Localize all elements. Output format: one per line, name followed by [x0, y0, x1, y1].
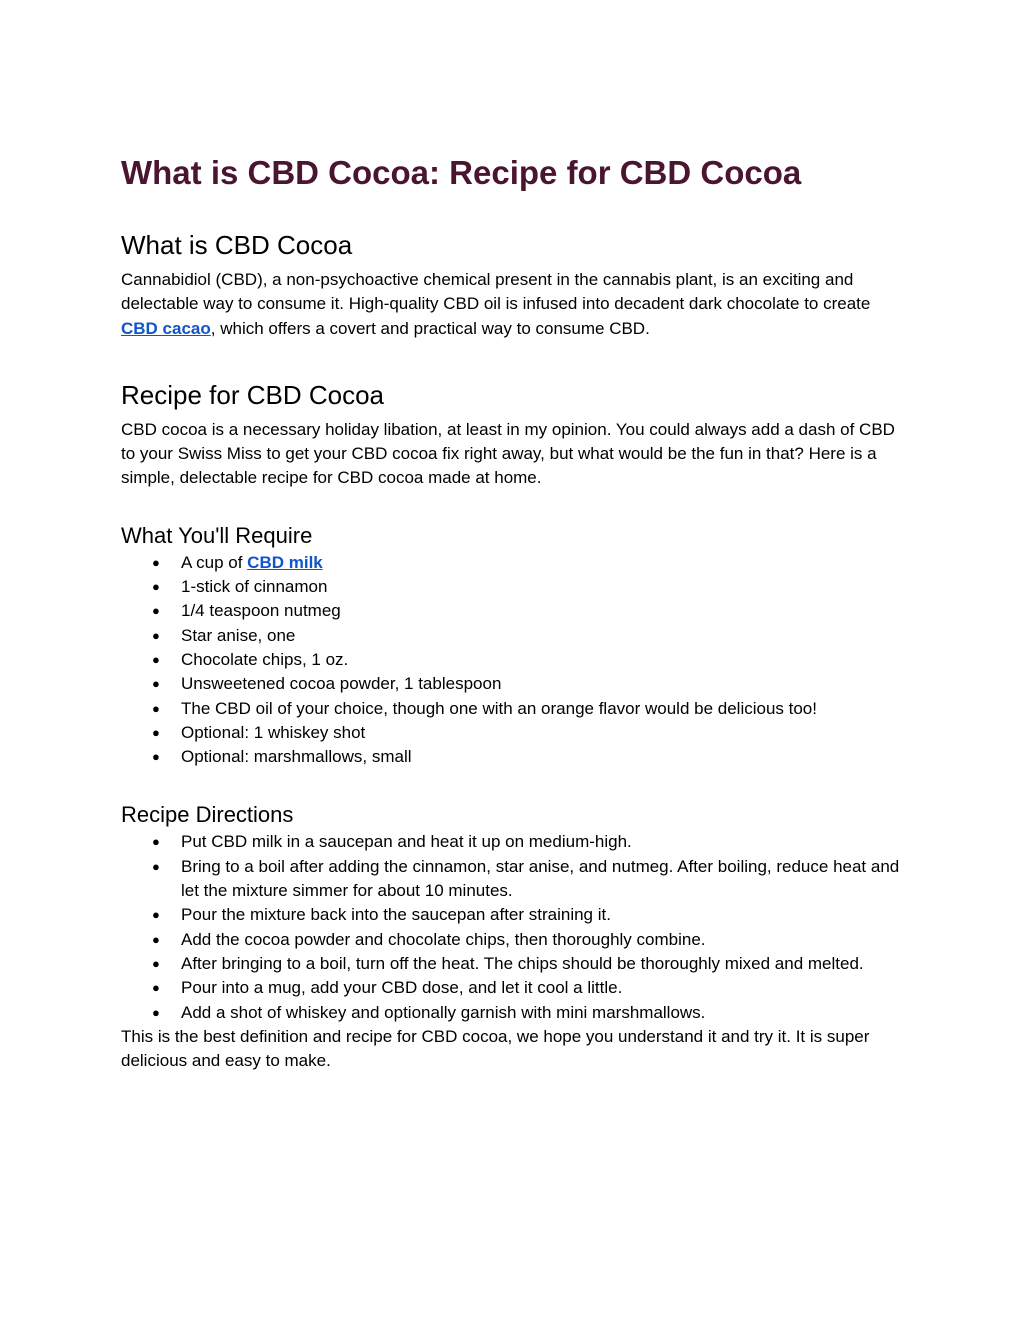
bullet-icon: ● — [152, 579, 160, 595]
bullet-icon: ● — [152, 858, 160, 874]
list-item — [121, 551, 911, 575]
list-item-text: 1/4 teaspoon nutmeg — [181, 601, 341, 621]
list-item — [121, 830, 911, 854]
bullet-icon: ● — [152, 651, 160, 667]
cbd-cacao-link[interactable]: CBD cacao — [121, 318, 211, 338]
bullet-icon: ● — [152, 931, 160, 947]
bullet-icon: ● — [152, 554, 160, 570]
list-item — [121, 976, 911, 1000]
directions-heading: Recipe Directions — [121, 802, 294, 828]
cbd-milk-link[interactable]: CBD milk — [247, 552, 323, 572]
list-item — [121, 745, 911, 769]
list-item — [121, 575, 911, 599]
list-item-text: Add the cocoa powder and chocolate chips, then thoroughly combine. — [181, 929, 706, 949]
bullet-icon: ● — [152, 724, 160, 740]
list-item — [121, 648, 911, 672]
list-item — [121, 952, 911, 976]
list-item-text: Unsweetened cocoa powder, 1 tablespoon — [181, 674, 502, 694]
intro-paragraph — [121, 268, 911, 341]
list-item — [121, 721, 911, 745]
bullet-icon: ● — [152, 603, 160, 619]
list-item — [121, 624, 911, 648]
bullet-icon: ● — [152, 834, 160, 850]
bullet-icon: ● — [152, 980, 160, 996]
list-item-text: Bring to a boil after adding the cinnamon, star anise, and nutmeg. After boiling, reduce heat and let the mixture simmer for about 10 minutes. — [181, 856, 900, 901]
list-item — [121, 599, 911, 623]
bullet-icon: ● — [152, 700, 160, 716]
requirements-heading: What You'll Require — [121, 522, 313, 548]
list-item-text: Put CBD milk in a saucepan and heat it up on medium-high. — [181, 832, 632, 852]
intro-text-after: , which offers a covert and practical way to consume CBD. — [210, 318, 650, 338]
bullet-icon: ● — [152, 955, 160, 971]
bullet-icon: ● — [152, 749, 160, 765]
page-title: What is CBD Cocoa: Recipe for CBD Cocoa — [121, 154, 802, 191]
section-heading-what-is: What is CBD Cocoa — [121, 230, 353, 260]
recipe-paragraph: CBD cocoa is a necessary holiday libation, at least in my opinion. You could always add a dash of CBD to your Swiss Miss to get your CBD cocoa fix right away, but what would be the fun in that? Here is a simple, delectable recipe for CBD cocoa made at home. — [121, 419, 895, 488]
section-heading-recipe: Recipe for CBD Cocoa — [121, 379, 384, 410]
list-item — [121, 697, 911, 721]
list-item-text: Pour into a mug, add your CBD dose, and let it cool a little. — [181, 978, 623, 998]
list-item-text: The CBD oil of your choice, though one with an orange flavor would be delicious too! — [181, 698, 817, 718]
list-item-text: Optional: marshmallows, small — [181, 747, 412, 767]
list-item-text: Pour the mixture back into the saucepan after straining it. — [181, 905, 611, 925]
document-page — [121, 150, 911, 1073]
list-item-text: Optional: 1 whiskey shot — [181, 722, 366, 742]
list-item — [121, 1001, 911, 1025]
requirements-list — [121, 551, 911, 770]
closing-paragraph: This is the best definition and recipe for CBD cocoa, we hope you understand it and try it. It is super delicious and easy to make. — [121, 1026, 870, 1071]
intro-text-before: Cannabidiol (CBD), a non-psychoactive chemical present in the cannabis plant, is an exciting and delectable way to consume it. High-quality CBD oil is infused into decadent dark chocolate to create — [121, 270, 871, 314]
list-item-text: After bringing to a boil, turn off the heat. The chips should be thoroughly mixed and melted. — [181, 953, 864, 973]
list-item-text: Add a shot of whiskey and optionally garnish with mini marshmallows. — [181, 1002, 706, 1022]
directions-list — [121, 830, 911, 1024]
list-item-text: Star anise, one — [181, 625, 296, 645]
list-item — [121, 855, 911, 904]
bullet-icon: ● — [152, 627, 160, 643]
list-item — [121, 672, 911, 696]
bullet-icon: ● — [152, 1004, 160, 1020]
list-item-text: A cup of — [181, 552, 248, 572]
list-item — [121, 928, 911, 952]
list-item — [121, 903, 911, 927]
bullet-icon: ● — [152, 676, 160, 692]
list-item-text: Chocolate chips, 1 oz. — [181, 649, 349, 669]
list-item-text: 1-stick of cinnamon — [181, 577, 328, 597]
bullet-icon: ● — [152, 907, 160, 923]
